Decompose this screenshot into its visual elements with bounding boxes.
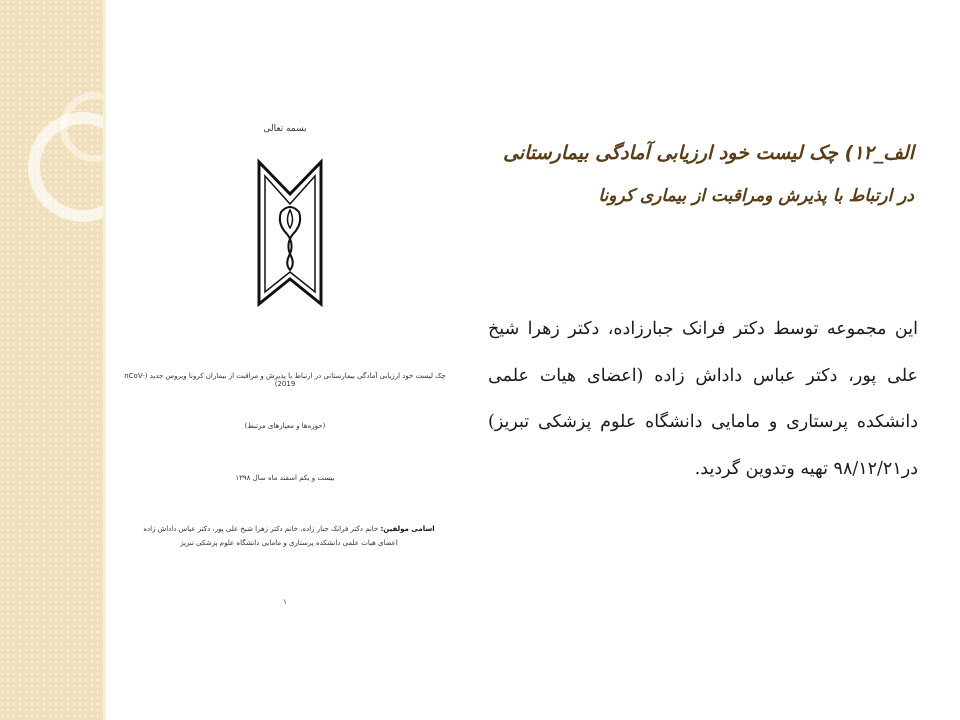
document-title: چک لیست خود ارزیابی آمادگی بیمارستانی در ارتباط با پذیرش و مراقبت از بیماران کرونا ویروس جدید (nCoV-2019): [124, 372, 446, 388]
decorative-side-band: [0, 0, 106, 720]
document-date: بیست و یکم اسفند ماه سال ۱۳۹۸: [235, 474, 335, 482]
document-page-number: ۱: [283, 598, 287, 606]
document-authors: [134, 522, 444, 550]
university-emblem-icon: [255, 154, 325, 314]
slide-body-text: این مجموعه توسط دکتر فرانک جبارزاده، دکتر زهرا شیخ علی پور، دکتر عباس داداش زاده (اعضای هیات علمی دانشکده پرستاری و مامایی دانشگاه علوم پزشکی تبریز) در۹۸/۱۲/۲۱ تهیه وتدوین گردید.: [488, 319, 918, 479]
document-thumbnail: [120, 110, 450, 610]
slide-title-line2: در ارتباط با پذیرش ومراقبت از بیماری کرونا: [598, 186, 914, 206]
document-subtitle: (حوزه‌ها و معیارهای مرتبط): [244, 422, 326, 430]
document-authors-label: اسامی مولفین:: [380, 525, 435, 533]
document-authors-text: خانم دکتر فرانک جبار زاده، خانم دکتر زهرا شیخ علی پور، دکتر عباس داداش زاده اعضای هیات علمی دانشکده پرستاری و مامایی دانشگاه علوم پزشکی تبریز: [143, 525, 398, 547]
document-basmala: بسمه تعالی: [263, 124, 307, 134]
slide-title-line1: الف_۱۲) چک لیست خود ارزیابی آمادگی بیمارستانی: [503, 142, 914, 164]
